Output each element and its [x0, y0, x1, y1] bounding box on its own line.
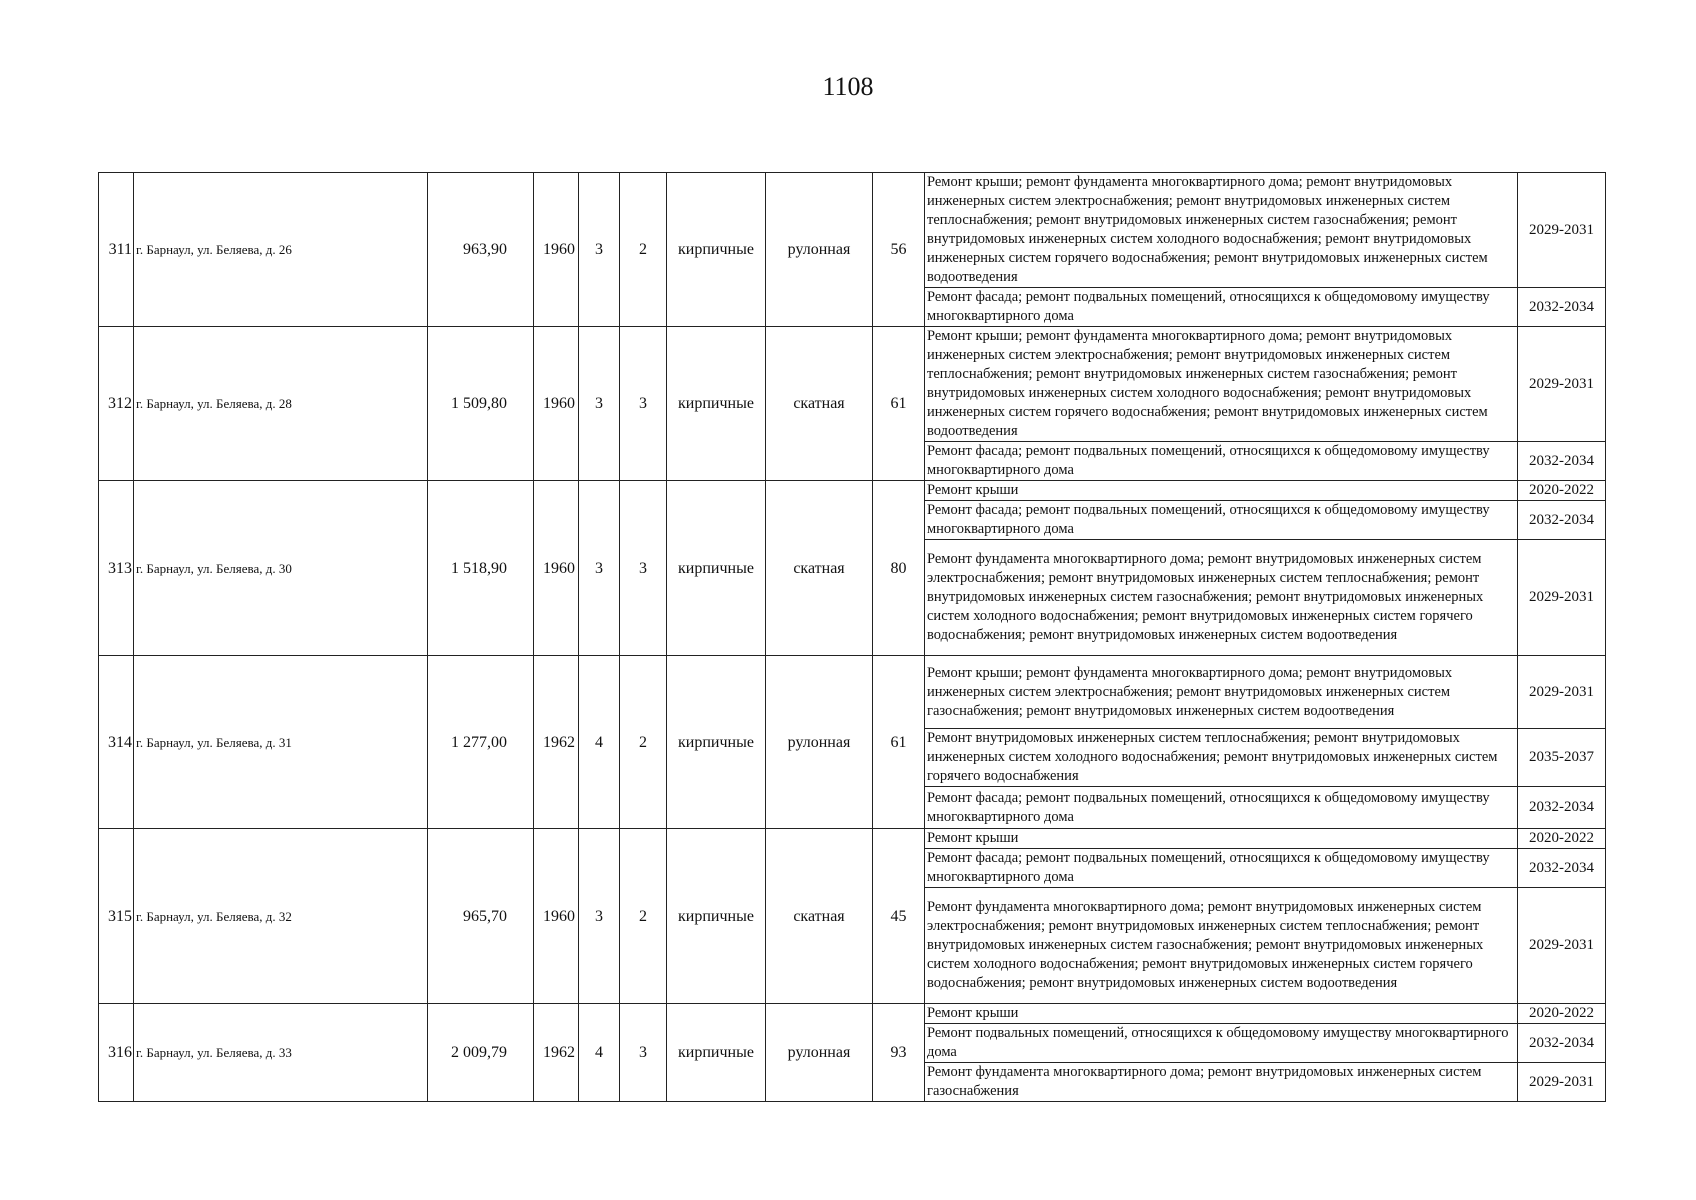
repair-period: 2020-2022 — [1518, 829, 1606, 849]
repair-works: Ремонт фасада; ремонт подвальных помещений, относящихся к общедомовому имуществу многоквартирного дома — [925, 849, 1518, 888]
build-year: 1960 — [534, 327, 579, 481]
floors-count: 3 — [579, 327, 620, 481]
wear-percent: 61 — [873, 327, 925, 481]
repair-period: 2032-2034 — [1518, 849, 1606, 888]
row-number: 315 — [99, 829, 134, 1004]
repair-works: Ремонт внутридомовых инженерных систем теплоснабжения; ремонт внутридомовых инженерных систем холодного водоснабжения; ремонт внутридомовых инженерных систем горячего водоснабжения — [925, 729, 1518, 787]
repair-works: Ремонт крыши; ремонт фундамента многоквартирного дома; ремонт внутридомовых инженерных систем электроснабжения; ремонт внутридомовых инженерных систем теплоснабжения; ремонт внутридомовых инженерных систем газоснабжения; ремонт внутридомовых инженерных систем холодного водоснабжения; ремонт внутридомовых инженерных систем горячего водоснабжения; ремонт внутридомовых инженерных систем водоотведения — [925, 327, 1518, 442]
roof-type: скатная — [766, 327, 873, 481]
wear-percent: 93 — [873, 1004, 925, 1102]
floors-count: 4 — [579, 656, 620, 829]
address: г. Барнаул, ул. Беляева, д. 32 — [134, 829, 428, 1004]
repair-period: 2020-2022 — [1518, 481, 1606, 501]
total-area: 1 277,00 — [428, 656, 534, 829]
repair-period: 2032-2034 — [1518, 501, 1606, 540]
row-number: 311 — [99, 173, 134, 327]
address: г. Барнаул, ул. Беляева, д. 31 — [134, 656, 428, 829]
address: г. Барнаул, ул. Беляева, д. 33 — [134, 1004, 428, 1102]
entrances-count: 2 — [620, 829, 667, 1004]
entrances-count: 3 — [620, 327, 667, 481]
repair-works: Ремонт крыши — [925, 1004, 1518, 1024]
wall-material: кирпичные — [667, 656, 766, 829]
wear-percent: 80 — [873, 481, 925, 656]
roof-type: рулонная — [766, 1004, 873, 1102]
entrances-count: 3 — [620, 481, 667, 656]
row-number: 313 — [99, 481, 134, 656]
row-number: 314 — [99, 656, 134, 829]
build-year: 1960 — [534, 173, 579, 327]
wall-material: кирпичные — [667, 1004, 766, 1102]
wear-percent: 61 — [873, 656, 925, 829]
housing-repair-table — [98, 172, 1606, 1102]
repair-period: 2032-2034 — [1518, 787, 1606, 829]
address: г. Барнаул, ул. Беляева, д. 26 — [134, 173, 428, 327]
repair-works: Ремонт фасада; ремонт подвальных помещений, относящихся к общедомовому имуществу многоквартирного дома — [925, 442, 1518, 481]
repair-works: Ремонт крыши — [925, 829, 1518, 849]
table-row — [99, 173, 1606, 288]
roof-type: скатная — [766, 829, 873, 1004]
build-year: 1962 — [534, 1004, 579, 1102]
build-year: 1960 — [534, 481, 579, 656]
build-year: 1962 — [534, 656, 579, 829]
total-area: 2 009,79 — [428, 1004, 534, 1102]
repair-works: Ремонт крыши — [925, 481, 1518, 501]
floors-count: 3 — [579, 481, 620, 656]
repair-period: 2032-2034 — [1518, 288, 1606, 327]
repair-works: Ремонт фасада; ремонт подвальных помещений, относящихся к общедомовому имуществу многоквартирного дома — [925, 787, 1518, 829]
roof-type: рулонная — [766, 656, 873, 829]
floors-count: 3 — [579, 829, 620, 1004]
repair-period: 2029-2031 — [1518, 540, 1606, 656]
repair-period: 2032-2034 — [1518, 442, 1606, 481]
wall-material: кирпичные — [667, 173, 766, 327]
row-number: 312 — [99, 327, 134, 481]
wall-material: кирпичные — [667, 327, 766, 481]
repair-period: 2020-2022 — [1518, 1004, 1606, 1024]
repair-period: 2029-2031 — [1518, 1063, 1606, 1102]
repair-works: Ремонт подвальных помещений, относящихся к общедомовому имуществу многоквартирного дома — [925, 1024, 1518, 1063]
table-row — [99, 327, 1606, 442]
repair-period: 2029-2031 — [1518, 888, 1606, 1004]
table-row — [99, 481, 1606, 501]
address: г. Барнаул, ул. Беляева, д. 28 — [134, 327, 428, 481]
row-number: 316 — [99, 1004, 134, 1102]
repair-works: Ремонт фундамента многоквартирного дома; ремонт внутридомовых инженерных систем газоснабжения — [925, 1063, 1518, 1102]
repair-works: Ремонт фундамента многоквартирного дома; ремонт внутридомовых инженерных систем электроснабжения; ремонт внутридомовых инженерных систем теплоснабжения; ремонт внутридомовых инженерных систем газоснабжения; ремонт внутридомовых инженерных систем холодного водоснабжения; ремонт внутридомовых инженерных систем горячего водоснабжения; ремонт внутридомовых инженерных систем водоотведения — [925, 540, 1518, 656]
entrances-count: 2 — [620, 173, 667, 327]
floors-count: 4 — [579, 1004, 620, 1102]
build-year: 1960 — [534, 829, 579, 1004]
total-area: 1 509,80 — [428, 327, 534, 481]
total-area: 965,70 — [428, 829, 534, 1004]
floors-count: 3 — [579, 173, 620, 327]
repair-period: 2029-2031 — [1518, 656, 1606, 729]
address: г. Барнаул, ул. Беляева, д. 30 — [134, 481, 428, 656]
wear-percent: 56 — [873, 173, 925, 327]
repair-period: 2029-2031 — [1518, 327, 1606, 442]
repair-works: Ремонт крыши; ремонт фундамента многоквартирного дома; ремонт внутридомовых инженерных систем электроснабжения; ремонт внутридомовых инженерных систем теплоснабжения; ремонт внутридомовых инженерных систем газоснабжения; ремонт внутридомовых инженерных систем холодного водоснабжения; ремонт внутридомовых инженерных систем горячего водоснабжения; ремонт внутридомовых инженерных систем водоотведения — [925, 173, 1518, 288]
page-number: 1108 — [822, 72, 874, 101]
repair-period: 2035-2037 — [1518, 729, 1606, 787]
repair-period: 2029-2031 — [1518, 173, 1606, 288]
entrances-count: 3 — [620, 1004, 667, 1102]
total-area: 1 518,90 — [428, 481, 534, 656]
table-row — [99, 656, 1606, 729]
repair-works: Ремонт фасада; ремонт подвальных помещений, относящихся к общедомовому имуществу многоквартирного дома — [925, 288, 1518, 327]
wall-material: кирпичные — [667, 481, 766, 656]
entrances-count: 2 — [620, 656, 667, 829]
repair-works: Ремонт крыши; ремонт фундамента многоквартирного дома; ремонт внутридомовых инженерных систем электроснабжения; ремонт внутридомовых инженерных систем газоснабжения; ремонт внутридомовых инженерных систем водоотведения — [925, 656, 1518, 729]
table-row — [99, 1004, 1606, 1024]
roof-type: рулонная — [766, 173, 873, 327]
table-row — [99, 829, 1606, 849]
wear-percent: 45 — [873, 829, 925, 1004]
repair-period: 2032-2034 — [1518, 1024, 1606, 1063]
repair-works: Ремонт фундамента многоквартирного дома; ремонт внутридомовых инженерных систем электроснабжения; ремонт внутридомовых инженерных систем теплоснабжения; ремонт внутридомовых инженерных систем газоснабжения; ремонт внутридомовых инженерных систем холодного водоснабжения; ремонт внутридомовых инженерных систем горячего водоснабжения; ремонт внутридомовых инженерных систем водоотведения — [925, 888, 1518, 1004]
roof-type: скатная — [766, 481, 873, 656]
repair-works: Ремонт фасада; ремонт подвальных помещений, относящихся к общедомовому имуществу многоквартирного дома — [925, 501, 1518, 540]
wall-material: кирпичные — [667, 829, 766, 1004]
total-area: 963,90 — [428, 173, 534, 327]
